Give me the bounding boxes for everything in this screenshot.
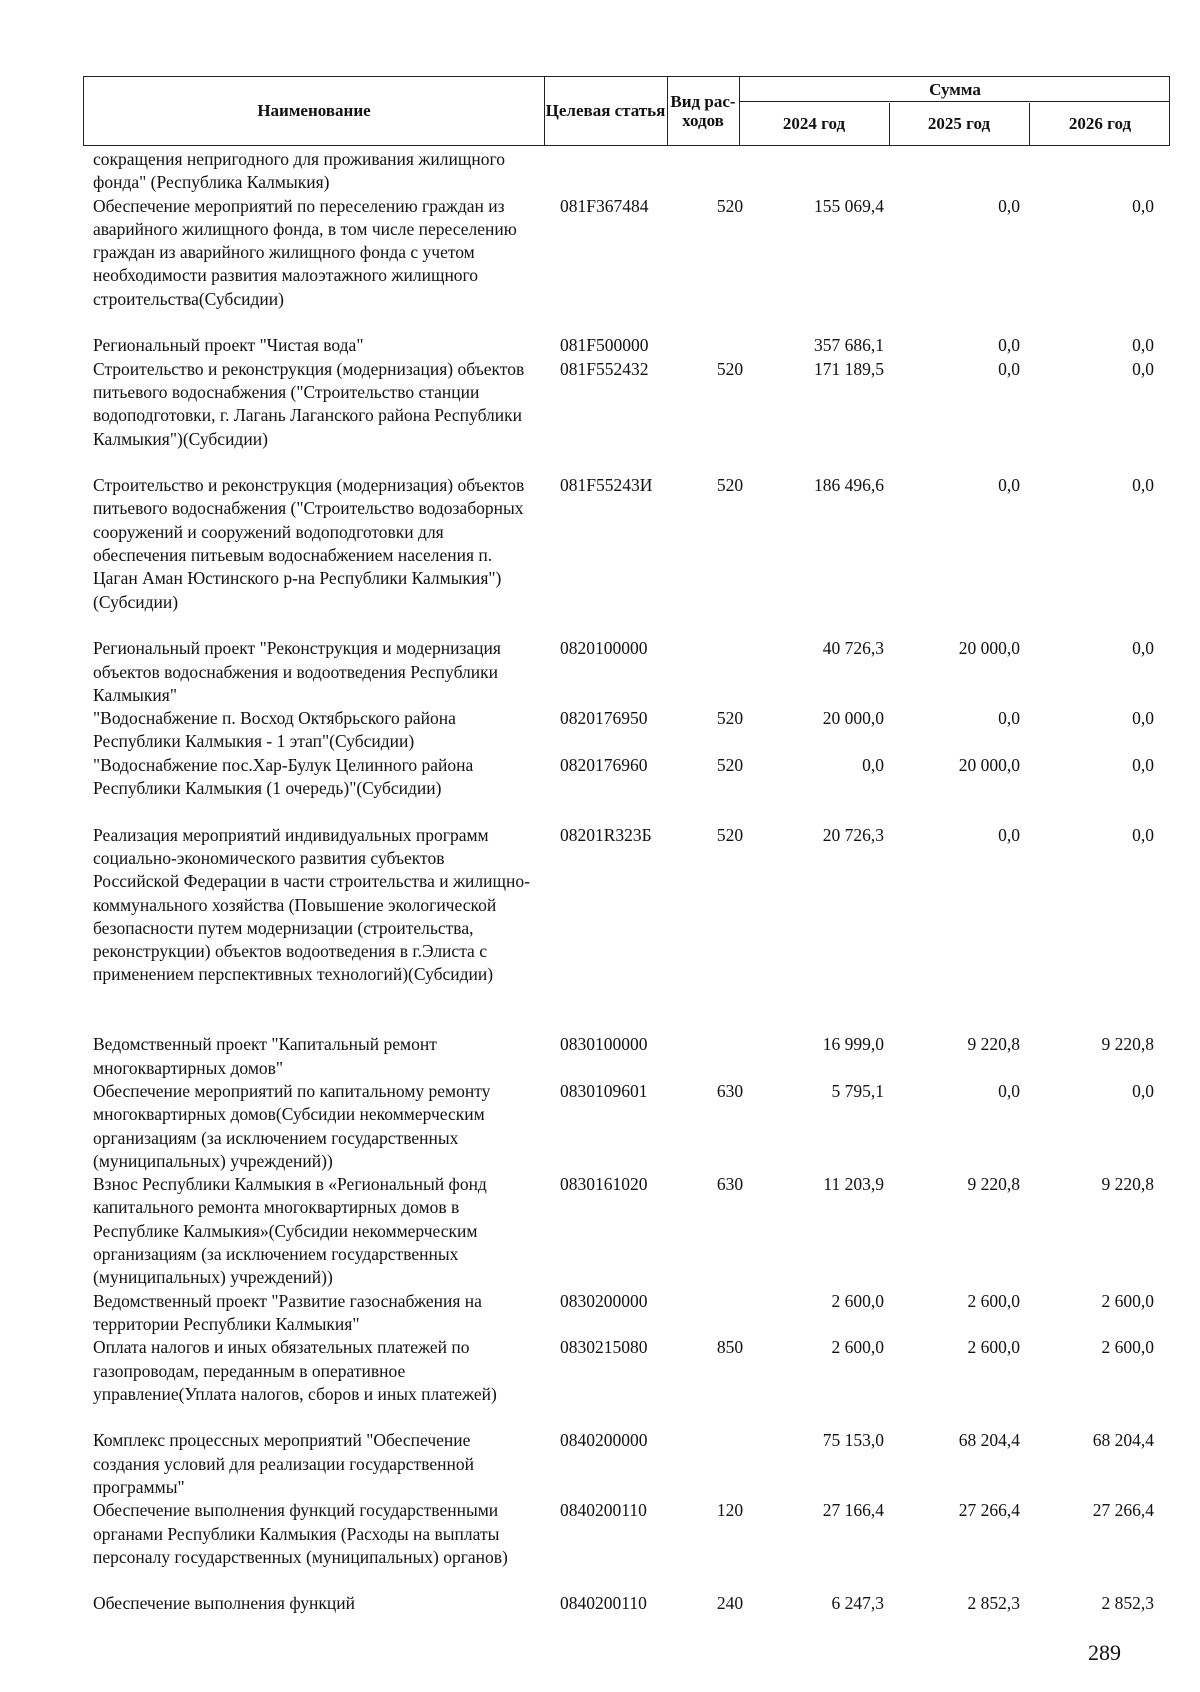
cell-code: 0830100000 <box>560 1034 648 1055</box>
cell-y2025: 20 000,0 <box>958 638 1020 659</box>
table-row <box>0 1429 1200 1499</box>
cell-name: Взнос Республики Калмыкия в «Региональный фонд капитального ремонта многоквартирных домов в Республике Калмыкия»(Субсидии некоммерческим организациям (за исключением государственных (муниципальных) учреждений)) <box>93 1174 487 1288</box>
table-row <box>0 148 1200 195</box>
cell-y2025: 0,0 <box>998 195 1020 216</box>
cell-y2024: 2 600,0 <box>831 1290 884 1311</box>
cell-vid: 850 <box>716 1337 744 1358</box>
table-row <box>0 1592 1200 1615</box>
cell-y2026: 2 852,3 <box>1101 1593 1154 1614</box>
cell-y2026: 9 220,8 <box>1101 1174 1154 1195</box>
table-row <box>0 1499 1200 1592</box>
cell-y2025: 0,0 <box>998 475 1020 496</box>
cell-y2026: 0,0 <box>1132 475 1154 496</box>
table-row <box>0 1290 1200 1337</box>
cell-y2025: 2 600,0 <box>967 1337 1020 1358</box>
cell-y2024: 27 166,4 <box>822 1500 884 1521</box>
table-row <box>0 474 1200 637</box>
cell-name: "Водоснабжение пос.Хар-Булук Целинного района Республики Калмыкия (1 очередь)"(Субсидии) <box>93 754 474 799</box>
cell-vid: 520 <box>716 708 744 729</box>
cell-code: 0830215080 <box>560 1337 648 1358</box>
table-row <box>0 1173 1200 1290</box>
cell-name: Строительство и реконструкция (модернизация) объектов питьевого водоснабжения ("Строительство водозаборных сооружений и сооружений водоподготовки для обеспечения питьевым водоснабжением населения п. Цаган Аман Юстинского р-на Республики Калмыкия")(Субсидии) <box>93 475 525 612</box>
cell-y2024: 186 496,6 <box>814 475 884 496</box>
table-row <box>0 707 1200 754</box>
cell-y2024: 0,0 <box>862 754 884 775</box>
cell-code: 0820100000 <box>560 638 648 659</box>
cell-code: 0830161020 <box>560 1174 648 1195</box>
cell-code: 081F552432 <box>560 358 649 379</box>
header-2024: 2024 год <box>782 113 846 133</box>
cell-vid: 630 <box>716 1174 744 1195</box>
cell-name: сокращения непригодного для проживания жилищного фонда" (Республика Калмыкия) <box>93 149 505 193</box>
cell-y2026: 0,0 <box>1132 195 1154 216</box>
cell-y2026: 0,0 <box>1132 708 1154 729</box>
header-code: Целевая статья <box>545 101 666 120</box>
header-vid: Вид рас-ходов <box>670 91 736 130</box>
table-row <box>0 1033 1200 1080</box>
cell-y2024: 5 795,1 <box>831 1080 884 1101</box>
header-sum: Сумма <box>929 79 981 99</box>
cell-y2026: 9 220,8 <box>1101 1034 1154 1055</box>
cell-y2026: 0,0 <box>1132 335 1154 356</box>
cell-y2025: 9 220,8 <box>967 1034 1020 1055</box>
table-row <box>0 637 1200 707</box>
cell-name: Ведомственный проект "Капитальный ремонт многоквартирных домов" <box>93 1034 437 1078</box>
cell-y2025: 2 852,3 <box>967 1593 1020 1614</box>
cell-name: Реализация мероприятий индивидуальных программ социально-экономического развития субъектов Российской Федерации в части строительства и жилищно-коммунального хозяйства (Повышение экологической безопасности путем модернизации (строительства, реконструкции) объектов водоотведения в г.Элиста с применением перспективных технологий)(Субсидии) <box>93 824 530 985</box>
cell-y2025: 0,0 <box>998 1080 1020 1101</box>
cell-y2026: 27 266,4 <box>1092 1500 1154 1521</box>
cell-y2026: 68 204,4 <box>1092 1430 1154 1451</box>
cell-y2026: 0,0 <box>1132 638 1154 659</box>
cell-y2024: 171 189,5 <box>814 358 884 379</box>
cell-vid: 520 <box>716 754 744 775</box>
cell-vid: 520 <box>716 824 744 845</box>
header-name: Наименование <box>257 101 371 120</box>
cell-vid: 630 <box>716 1080 744 1101</box>
cell-name: Оплата налогов и иных обязательных платежей по газопроводам, переданным в оперативное управление(Уплата налогов, сборов и иных платежей) <box>93 1337 497 1404</box>
table-row <box>0 754 1200 824</box>
cell-vid: 520 <box>716 475 744 496</box>
cell-y2026: 0,0 <box>1132 1080 1154 1101</box>
cell-y2024: 40 726,3 <box>822 638 884 659</box>
cell-y2025: 9 220,8 <box>967 1174 1020 1195</box>
table-body <box>0 148 1200 1616</box>
table-header <box>83 76 1170 146</box>
cell-y2025: 2 600,0 <box>967 1290 1020 1311</box>
cell-name: "Водоснабжение п. Восход Октябрьского района Республики Калмыкия - 1 этап"(Субсидии) <box>93 708 456 752</box>
cell-vid: 240 <box>716 1593 744 1614</box>
cell-name: Обеспечение выполнения функций <box>93 1593 355 1614</box>
cell-name: Строительство и реконструкция (модернизация) объектов питьевого водоснабжения ("Строительство станции водоподготовки, г. Лагань Лаганского района Республики Калмыкия")(Субсидии) <box>93 358 525 449</box>
cell-name: Региональный проект "Реконструкция и модернизация объектов водоснабжения и водоотведения Республики Калмыкия" <box>93 638 501 705</box>
cell-y2026: 0,0 <box>1132 824 1154 845</box>
cell-y2025: 68 204,4 <box>958 1430 1020 1451</box>
cell-y2024: 75 153,0 <box>822 1430 884 1451</box>
table-row <box>0 334 1200 357</box>
cell-y2024: 11 203,9 <box>823 1174 884 1195</box>
cell-y2024: 2 600,0 <box>831 1337 884 1358</box>
cell-code: 0840200110 <box>560 1500 647 1521</box>
cell-name: Комплекс процессных мероприятий "Обеспечение создания условий для реализации государственной программы" <box>93 1430 474 1497</box>
cell-y2026: 2 600,0 <box>1101 1290 1154 1311</box>
cell-y2024: 16 999,0 <box>822 1034 884 1055</box>
cell-name: Обеспечение мероприятий по переселению граждан из аварийного жилищного фонда, в том числе переселению граждан из аварийного жилищного фонда с учетом необходимости развития малоэтажного жилищного строительства(Субсидии) <box>93 195 517 309</box>
cell-y2026: 0,0 <box>1132 754 1154 775</box>
cell-y2024: 357 686,1 <box>814 335 884 356</box>
cell-name: Обеспечение выполнения функций государственными органами Республики Калмыкия (Расходы на выплаты персоналу государственных (муниципальных) органов) <box>93 1500 508 1567</box>
cell-y2025: 0,0 <box>998 824 1020 845</box>
cell-vid: 520 <box>716 195 744 216</box>
cell-code: 0830109601 <box>560 1080 648 1101</box>
cell-code: 081F55243И <box>560 475 653 496</box>
table-row <box>0 358 1200 475</box>
cell-y2026: 2 600,0 <box>1101 1337 1154 1358</box>
cell-y2024: 20 726,3 <box>822 824 884 845</box>
cell-y2024: 6 247,3 <box>831 1593 884 1614</box>
cell-code: 0820176960 <box>560 754 648 775</box>
cell-y2026: 0,0 <box>1132 358 1154 379</box>
table-row <box>0 824 1200 1034</box>
cell-code: 081F500000 <box>560 335 649 356</box>
cell-name: Ведомственный проект "Развитие газоснабжения на территории Республики Калмыкия" <box>93 1290 482 1334</box>
cell-vid: 520 <box>716 358 744 379</box>
cell-y2025: 0,0 <box>998 708 1020 729</box>
cell-vid: 120 <box>716 1500 744 1521</box>
cell-y2025: 0,0 <box>998 335 1020 356</box>
cell-y2025: 20 000,0 <box>958 754 1020 775</box>
cell-y2024: 20 000,0 <box>822 708 884 729</box>
header-2025: 2025 год <box>927 113 991 133</box>
table-row <box>0 1336 1200 1429</box>
cell-y2025: 27 266,4 <box>958 1500 1020 1521</box>
cell-code: 08201R323Б <box>560 824 652 845</box>
cell-name: Обеспечение мероприятий по капитальному ремонту многоквартирных домов(Субсидии некоммерческим организациям (за исключением государственных (муниципальных) учреждений)) <box>93 1080 491 1171</box>
header-2026: 2026 год <box>1068 113 1132 133</box>
table-row <box>0 1080 1200 1173</box>
page-number: 289 <box>1088 1640 1121 1665</box>
cell-y2024: 155 069,4 <box>814 195 884 216</box>
cell-code: 0840200000 <box>560 1430 648 1451</box>
cell-name: Региональный проект "Чистая вода" <box>93 335 364 356</box>
cell-code: 081F367484 <box>560 195 649 216</box>
table-row <box>0 195 1200 335</box>
cell-code: 0840200110 <box>560 1593 647 1614</box>
cell-code: 0820176950 <box>560 708 648 729</box>
cell-code: 0830200000 <box>560 1290 648 1311</box>
cell-y2025: 0,0 <box>998 358 1020 379</box>
